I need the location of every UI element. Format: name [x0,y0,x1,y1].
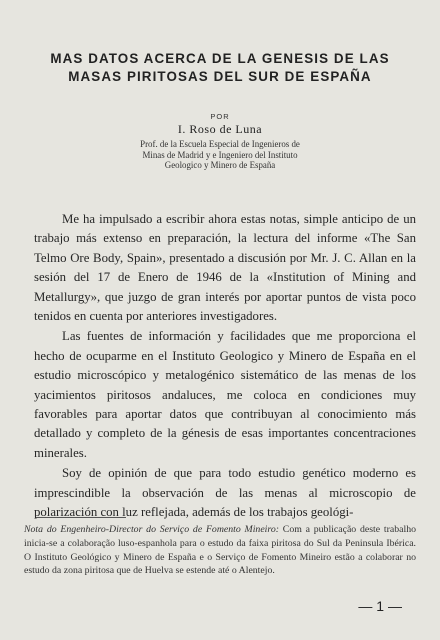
affiliation-line-3: Geologico y Minero de España [164,160,276,171]
title-line-1: MAS DATOS ACERCA DE LA GENESIS DE LAS [50,51,390,66]
paragraph-3: Soy de opinión de que para todo estudio genético moderno es imprescindible la observación de las menas al microscopio de polarización con luz reflejada, además de los trabajos geológi- [34,466,416,520]
footnote [24,523,416,578]
paragraph-1: Me ha impulsado a escribir ahora estas notas, simple anticipo de un trabajo más extenso en preparación, la lectura del informe «The San Telmo Ore Body, Spain», presentado a discusión por Mr. J. C. Allan en la sesión del 17 de Enero de 1946 de la «Institution of Mining and Metallurgy», que juzgo de gran interés por aportar puntos de vista poco tenidos en cuenta por anteriores investigadores. [34,212,416,324]
byline-por: POR [210,112,230,121]
article-title [0,50,440,86]
title-line-2: MASAS PIRITOSAS DEL SUR DE ESPAÑA [68,69,372,84]
affiliation-line-2: Minas de Madrid y e Ingeniero del Instituto [142,149,298,160]
affiliation-line-1: Prof. de la Escuela Especial de Ingenieros de [140,139,300,149]
page-number: — 1 — [358,598,402,614]
footnote-divider [36,517,126,518]
footnote-text: Com a publicação deste trabalho inicia-se a colaboração luso-espanhola para o estudo da faixa piritosa do Sul da Peninsula Ibérica. O Instituto Geológico y Minero de España e o Serviço de Fomento Mineiro estão a colaborar no estudo da zona piritosa que de Huelva se estende até o Alentejo. [24,524,416,577]
author-affiliation [0,139,440,171]
author-name: I. Roso de Luna [177,122,263,136]
body-text [34,210,416,523]
paragraph-2: Las fuentes de información y facilidades que me proporciona el hecho de ocuparme en el Instituto Geologico y Minero de España en el estudio microscópico y metalogénico sistemático de las menas de los yacimientos piritosos andaluces, me coloca en condiciones muy favorables para aportar datos que contribuyan al conocimiento más detallado y completo de la génesis de esas importantes concentraciones minerales. [34,329,416,460]
footnote-heading: Nota do Engenheiro-Director do Serviço de Fomento Mineiro: [24,524,280,535]
